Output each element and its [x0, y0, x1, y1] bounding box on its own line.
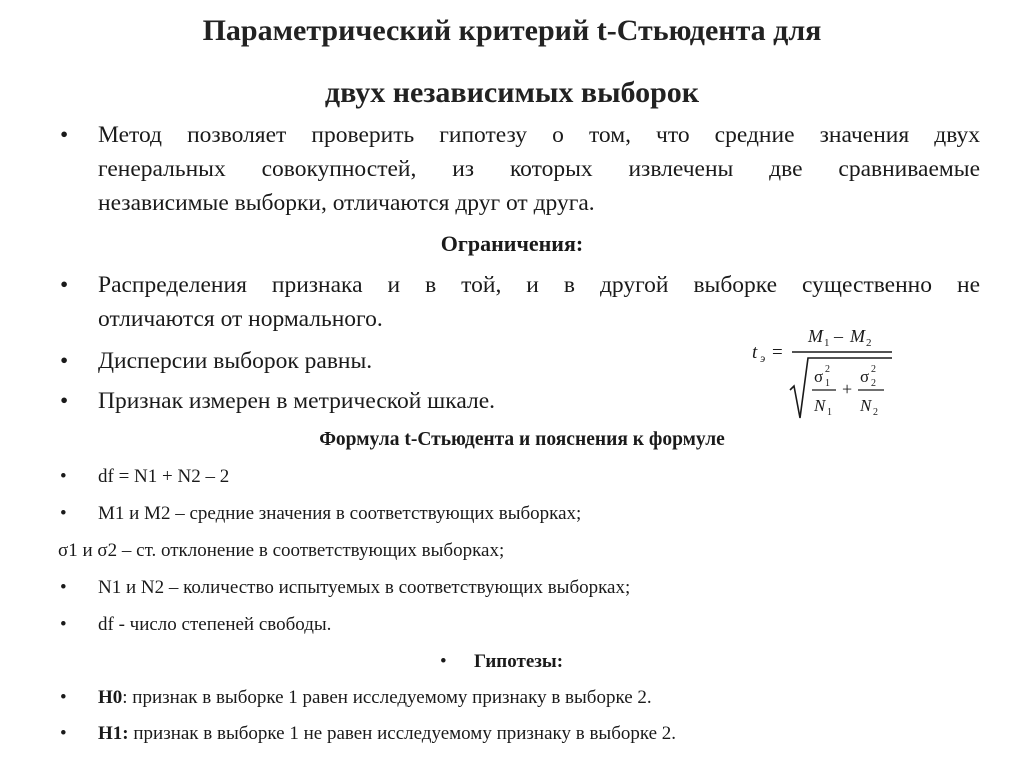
h1-label: H1:: [98, 723, 129, 744]
formula-sigma2-sub: 2: [871, 378, 876, 389]
bullet-restriction-2: •: [60, 348, 69, 374]
formula-sigma1-sub: 1: [825, 378, 830, 389]
formula-m1: M: [808, 326, 823, 346]
intro-line-2: генеральных совокупностей, из которых извлечены две сравниваемые: [98, 156, 980, 182]
formula-m1-sub: 1: [824, 337, 830, 349]
formula-sigma1: σ: [814, 367, 824, 386]
bullet-n: •: [60, 577, 67, 598]
explanation-df: df = N1 + N2 – 2: [98, 466, 230, 487]
formula-t: t: [752, 342, 758, 363]
formula-sigma1-sup: 2: [825, 364, 830, 375]
explanation-sigma: σ1 и σ2 – ст. отклонение в соответствующих выборках;: [58, 540, 505, 561]
bullet-restriction-1: •: [60, 272, 69, 298]
h1-text: признак в выборке 1 не равен исследуемому признаку в выборке 2.: [128, 723, 677, 744]
formula-n1: N: [814, 396, 826, 415]
bullet-restriction-3: •: [60, 388, 69, 414]
restriction-1-line-1: Распределения признака и в той, и в другой выборке существенно не: [98, 272, 980, 298]
bullet-hypotheses: •: [440, 651, 447, 672]
bullet-df-def: •: [60, 614, 67, 635]
restriction-1-line-2: отличаются от нормального.: [98, 306, 383, 332]
explanation-n: N1 и N2 – количество испытуемых в соответствующих выборках;: [98, 577, 631, 598]
intro-line-1: Метод позволяет проверить гипотезу о том, что средние значения двух: [98, 122, 980, 148]
h0-text: : признак в выборке 1 равен исследуемому признаку в выборке 2.: [122, 687, 652, 708]
formula-equals: =: [772, 342, 783, 363]
restriction-3: Признак измерен в метрической шкале.: [98, 388, 496, 414]
h0-label: H0: [98, 687, 123, 708]
formula-minus: –: [834, 326, 843, 346]
formula-plus: +: [842, 379, 853, 399]
formula-n2: N: [860, 396, 872, 415]
bullet-h1: •: [60, 723, 67, 744]
explanation-m: M1 и M2 – средние значения в соответствующих выборках;: [98, 503, 582, 524]
t-student-formula: [752, 318, 902, 423]
formula-sigma2: σ: [860, 367, 870, 386]
formula-sigma2-sup: 2: [871, 364, 876, 375]
slide-title-line-2: двух независимых выборок: [324, 76, 700, 109]
explanation-heading: Формула t-Стьюдента и пояснения к формуле: [319, 429, 725, 450]
formula-m2-sub: 2: [866, 337, 872, 349]
restrictions-heading: Ограничения:: [440, 231, 584, 256]
restriction-2: Дисперсии выборок равны.: [98, 348, 373, 374]
formula-n2-sub: 2: [873, 407, 878, 418]
bullet-df: •: [60, 466, 67, 487]
intro-line-3: независимые выборки, отличаются друг от друга.: [98, 190, 595, 216]
bullet-h0: •: [60, 687, 67, 708]
formula-n1-sub: 1: [827, 407, 832, 418]
bullet-intro: •: [60, 122, 69, 148]
explanation-df-def: df - число степеней свободы.: [98, 614, 332, 635]
hypotheses-heading: Гипотезы:: [474, 651, 564, 672]
formula-t-sub: э: [760, 351, 766, 365]
slide-title-line-1: Параметрический критерий t-Стьюдента для: [202, 14, 822, 47]
hypothesis-h1: [98, 723, 676, 745]
hypothesis-h0: [98, 687, 652, 709]
formula-m2: M: [850, 326, 865, 346]
formula-svg: [752, 318, 902, 423]
bullet-m: •: [60, 503, 67, 524]
